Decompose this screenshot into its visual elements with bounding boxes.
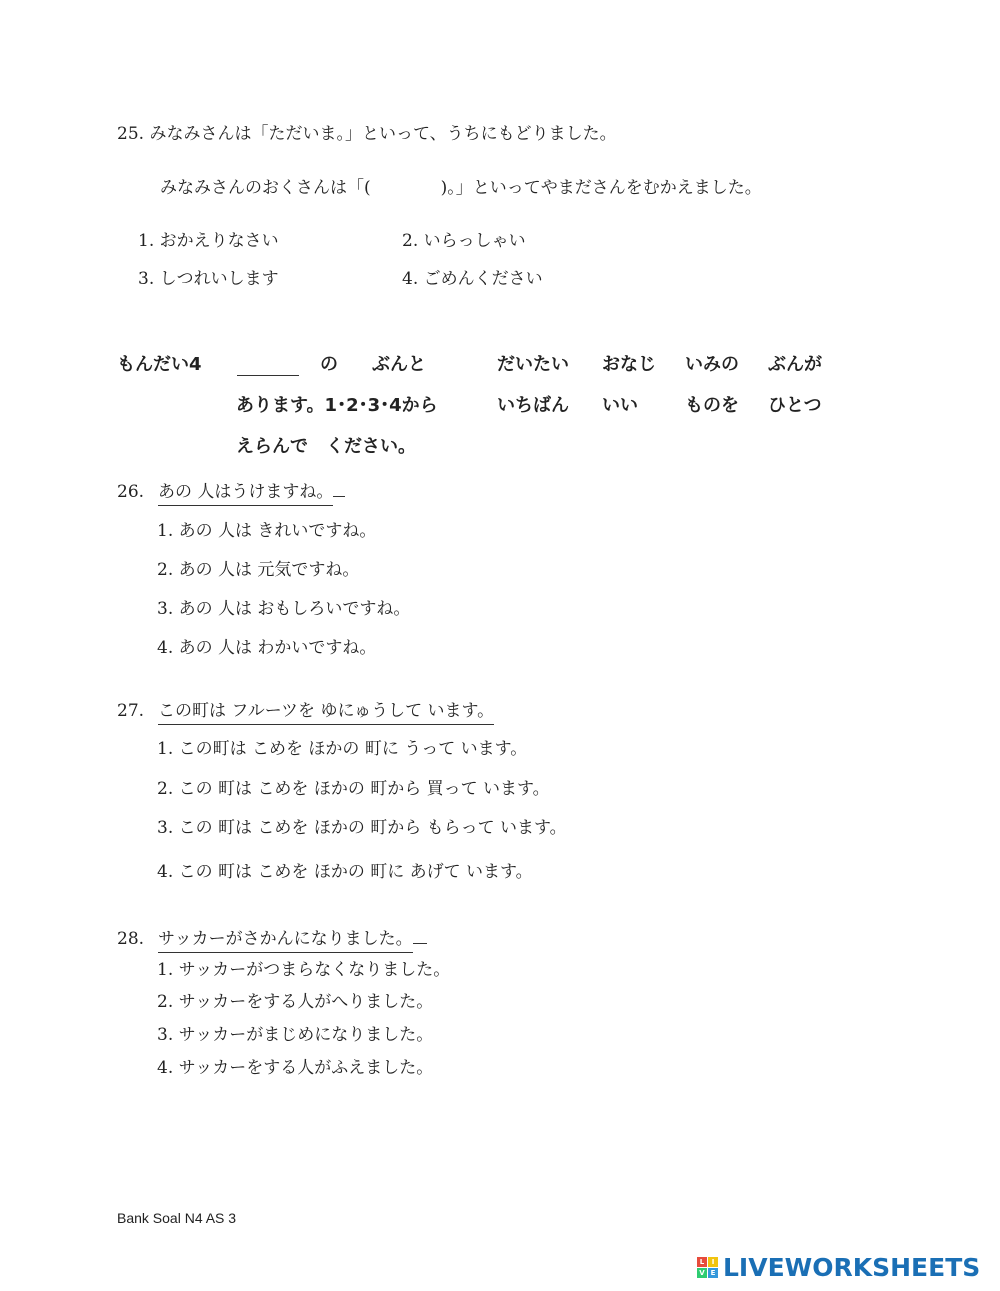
q28-number: 28. bbox=[117, 929, 145, 949]
q28-option-4: 4. サッカーをする人がふえました。 bbox=[157, 1058, 434, 1078]
q27-stem bbox=[158, 700, 494, 722]
q27-stem-text: この町は フルーツを ゆにゅうして います。 bbox=[158, 701, 494, 725]
logo-letter-v: V bbox=[697, 1268, 707, 1278]
mondai4-row1-word-1: の bbox=[320, 354, 338, 375]
q28-option-1: 1. サッカーがつまらなくなりました。 bbox=[157, 960, 451, 980]
mondai4-row1-word-5: いみの bbox=[685, 354, 739, 375]
q28-option-3: 3. サッカーがまじめになりました。 bbox=[157, 1025, 434, 1045]
mondai4-label: もんだい4 bbox=[117, 354, 202, 375]
mondai4-blank bbox=[237, 354, 299, 376]
q26-option-2: 2. あの 人は 元気ですね。 bbox=[157, 560, 360, 580]
q27-option-4: 4. この 町は こめを ほかの 町に あげて います。 bbox=[157, 862, 533, 882]
q26-stem-text: あの 人はうけますね。 bbox=[158, 482, 333, 506]
q26-option-1: 1. あの 人は きれいですね。 bbox=[157, 521, 377, 541]
mondai4-row1-word-3: だいたい bbox=[497, 354, 569, 375]
q25-option-2: 2. いらっしゃい bbox=[402, 231, 526, 251]
q27-option-3: 3. この 町は こめを ほかの 町から もらって います。 bbox=[157, 818, 567, 838]
mondai4-row1-word-6: ぶんが bbox=[768, 354, 822, 375]
liveworksheets-logo[interactable] bbox=[697, 1254, 993, 1282]
liveworksheets-logo-icon bbox=[697, 1257, 719, 1279]
q25-stem: 25. みなみさんは「ただいま。」といって、うちにもどりました。 bbox=[117, 124, 617, 144]
q26-stem bbox=[158, 481, 345, 503]
logo-letter-i: I bbox=[708, 1257, 718, 1267]
q25-line2-a: みなみさんのおくさんは「( bbox=[160, 178, 371, 198]
q27-option-1: 1. この町は こめを ほかの 町に うって います。 bbox=[157, 739, 528, 759]
q25-line2-b: )。」といってやまださんをむかえました。 bbox=[440, 178, 762, 198]
logo-letter-l: L bbox=[697, 1257, 707, 1267]
mondai4-row1-word-4: おなじ bbox=[602, 354, 656, 375]
q26-option-3: 3. あの 人は おもしろいですね。 bbox=[157, 599, 411, 619]
q25-option-4: 4. ごめんください bbox=[402, 269, 543, 289]
logo-letter-e: E bbox=[708, 1268, 718, 1278]
mondai4-row2-word-4: ものを bbox=[685, 395, 739, 416]
q26-number: 26. bbox=[117, 482, 145, 502]
q25-option-3: 3. しつれいします bbox=[138, 269, 279, 289]
liveworksheets-logo-text: LIVEWORKSHEETS bbox=[723, 1253, 981, 1282]
mondai4-row1-word-2: ぶんと bbox=[372, 354, 426, 375]
mondai4-row3: えらんで ください。 bbox=[236, 436, 416, 457]
footer-text: Bank Soal N4 AS 3 bbox=[117, 1210, 237, 1226]
mondai4-row2-word-2: いちばん bbox=[497, 395, 569, 416]
q28-stem-text: サッカーがさかんになりました。 bbox=[158, 929, 413, 953]
q27-number: 27. bbox=[117, 701, 145, 721]
mondai4-row2-word-1: あります。1･2･3･4から bbox=[236, 395, 438, 416]
mondai4-row2-word-5: ひとつ bbox=[768, 395, 822, 416]
q28-option-2: 2. サッカーをする人がへりました。 bbox=[157, 992, 434, 1012]
q28-stem bbox=[158, 928, 427, 950]
q26-option-4: 4. あの 人は わかいですね。 bbox=[157, 638, 377, 658]
q27-option-2: 2. この 町は こめを ほかの 町から 買って います。 bbox=[157, 779, 550, 799]
q25-option-1: 1. おかえりなさい bbox=[138, 231, 279, 251]
q25-line2 bbox=[160, 177, 762, 199]
mondai4-row2-word-3: いい bbox=[602, 395, 638, 416]
